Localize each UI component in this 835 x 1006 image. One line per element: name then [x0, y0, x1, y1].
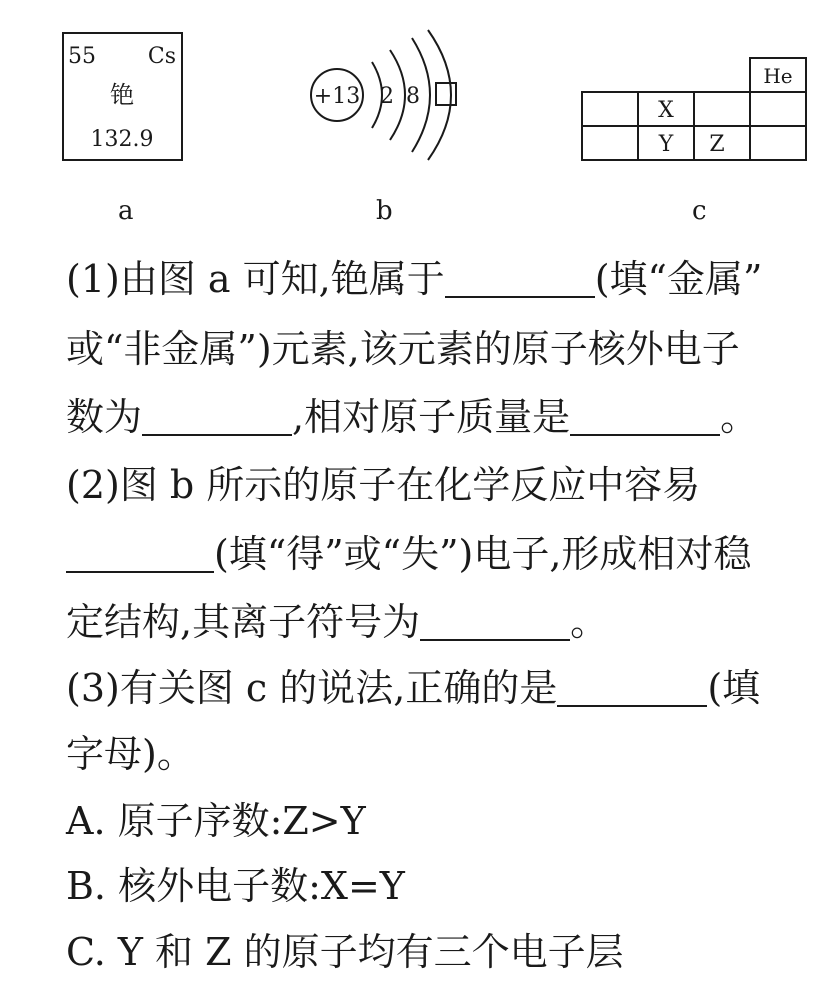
answer-blank-electron-count[interactable]	[142, 398, 292, 436]
answer-blank-correct-option[interactable]	[557, 669, 707, 707]
q2-text-3a: 定结构,其离子符号为	[66, 600, 421, 644]
q2-text-3b: 。	[570, 600, 609, 644]
answer-blank-gain-lose[interactable]	[66, 535, 214, 573]
q2-line-1	[66, 461, 811, 509]
atomic-structure-diagram	[311, 30, 456, 160]
q1-line-2	[66, 325, 811, 373]
q1-text-1b: (填“金属”	[594, 257, 763, 301]
q2-text-1: (2)图 b 所示的原子在化学反应中容易	[66, 463, 701, 507]
option-a-text: A. 原子序数:Z>Y	[66, 799, 366, 843]
answer-blank-ion-symbol[interactable]	[420, 603, 570, 641]
nucleus-charge: +13	[313, 84, 361, 109]
q3-line-1	[66, 664, 811, 712]
shell-3-empty-box	[436, 83, 456, 105]
option-c-text: C. Y 和 Z 的原子均有三个电子层	[66, 930, 624, 974]
element-card-cs	[63, 33, 182, 160]
option-b	[66, 862, 811, 910]
option-a	[66, 797, 811, 845]
q1-line-3	[66, 393, 811, 441]
q1-text-3c: 。	[720, 395, 759, 439]
answer-blank-metal-type[interactable]	[445, 260, 595, 298]
q1-line-1	[66, 255, 811, 303]
q3-text-1b: (填	[707, 666, 761, 710]
cell-z: Z	[709, 132, 725, 157]
q3-text-2: 字母)。	[66, 732, 195, 776]
shell-1-electrons: 2	[380, 84, 394, 109]
caption-a: a	[118, 196, 134, 226]
caption-c: c	[692, 196, 707, 226]
q3-line-2	[66, 730, 811, 778]
electron-shell-4	[428, 30, 451, 160]
q2-line-3	[66, 598, 811, 646]
cell-x: X	[658, 98, 674, 123]
q2-line-2	[66, 530, 811, 578]
q1-text-3a: 数为	[66, 395, 143, 439]
atomic-mass: 132.9	[90, 127, 154, 152]
shell-2-electrons: 8	[406, 84, 420, 109]
q1-text-1a: (1)由图 a 可知,铯属于	[66, 257, 445, 301]
q2-text-2b: (填“得”或“失”)电子,形成相对稳	[214, 532, 752, 576]
caption-b: b	[376, 196, 393, 226]
q3-text-1a: (3)有关图 c 的说法,正确的是	[66, 666, 558, 710]
option-b-text: B. 核外电子数:X=Y	[66, 864, 405, 908]
q1-text-2: 或“非金属”)元素,该元素的原子核外电子	[66, 327, 740, 371]
atomic-number: 55	[68, 44, 96, 69]
option-c	[66, 928, 811, 976]
answer-blank-atomic-mass[interactable]	[570, 398, 720, 436]
element-name: 铯	[110, 81, 134, 109]
cell-y: Y	[658, 132, 674, 157]
element-symbol: Cs	[147, 44, 176, 69]
q1-text-3b: ,相对原子质量是	[292, 395, 571, 439]
cell-he: He	[763, 64, 793, 88]
